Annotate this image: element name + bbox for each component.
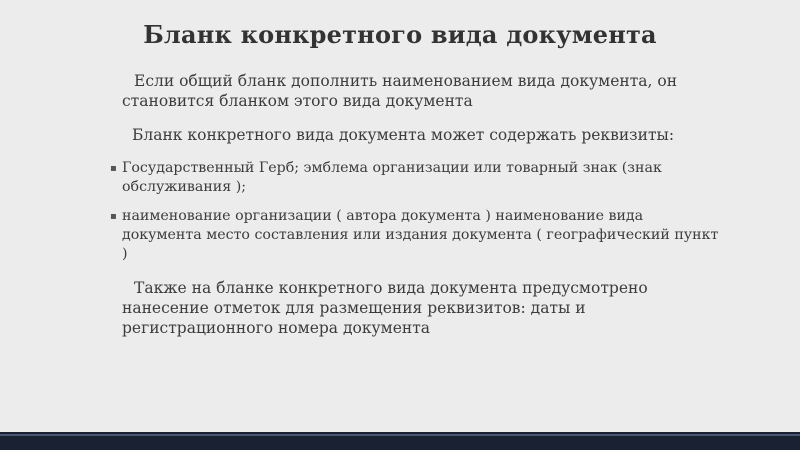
bullet-icon: ▪ (110, 211, 117, 222)
list-item (110, 207, 722, 264)
paragraph-marks: Также на бланке конкретного вида документа предусмотрено нанесение отметок для размещения реквизитов: даты и регистрационного номера документа (122, 279, 648, 337)
slide-title: Бланк конкретного вида документа (143, 20, 657, 49)
paragraph-requisites: Бланк конкретного вида документа может содержать реквизиты: (132, 126, 675, 144)
bottom-bar-divider (0, 434, 800, 436)
paragraph-intro: Если общий бланк дополнить наименованием вида документа, он становится бланком этого вида документа (122, 72, 678, 110)
list-item-text: Государственный Герб; эмблема организации или товарный знак (знак обслуживания ); (122, 160, 662, 195)
list-item (110, 159, 722, 197)
list-item-text: наименование организации ( автора документа ) наименование вида документа место составления или издания документа ( географический пункт ) (122, 208, 719, 262)
slide-body (110, 71, 722, 338)
bullet-icon: ▪ (110, 163, 117, 174)
requisites-list (110, 159, 722, 264)
